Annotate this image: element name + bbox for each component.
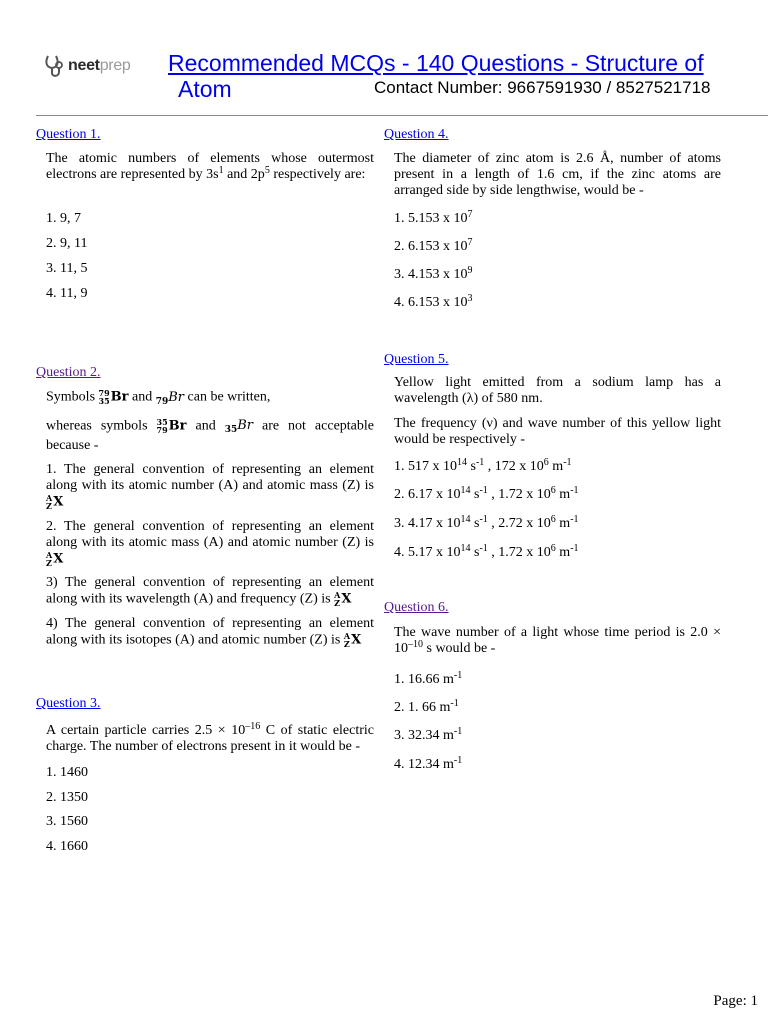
neetprep-logo <box>44 53 131 79</box>
nuclide-symbol: A Z X <box>46 549 64 568</box>
page-number: Page: 1 <box>713 993 758 1009</box>
question-5-link[interactable]: Question 5. <box>384 352 449 367</box>
question-3-option[interactable]: 2. 1350 <box>46 790 88 805</box>
title-line-1[interactable]: Recommended MCQs - 140 Questions - Structure of <box>168 50 704 76</box>
question-6-option[interactable]: 1. 16.66 $m^{-1}$ <box>394 670 463 687</box>
question-6-option[interactable]: 2. 1. 66 $m^{-1}$ <box>394 698 459 715</box>
title-line-2[interactable]: Atom <box>178 76 232 102</box>
question-3-link[interactable]: Question 3. <box>36 696 101 711</box>
question-1-stem: The atomic numbers of elements whose outermost electrons are represented by $3s^1$ and $2p^5$ respectively are: <box>46 151 374 182</box>
question-2-stem-line-2: whereas symbols 35 79 Br and $_{35}$Br are not acceptable because - <box>46 416 374 453</box>
question-4-option[interactable]: 4. 6.153 x $10^3$ <box>394 293 473 310</box>
question-1-option[interactable]: 3. 11, 5 <box>46 261 88 276</box>
question-6-link[interactable]: Question 6. <box>384 600 449 615</box>
question-5-option[interactable]: 3. 4.17 x $10^{14}$ $s^{-1}$ , 2.72 x $10^6$ $m^{-1}$ <box>394 514 579 531</box>
header-divider <box>36 115 768 116</box>
bromine-notation-reversed: 35 79 Br <box>156 416 187 435</box>
question-1-link[interactable]: Question 1. <box>36 127 101 142</box>
question-1-option[interactable]: 4. 11, 9 <box>46 286 88 301</box>
question-2-link[interactable]: Question 2. <box>36 365 101 380</box>
stethoscope-icon <box>44 53 66 79</box>
nuclide-symbol: A Z X <box>334 590 352 608</box>
question-3-stem: A certain particle carries $2.5 \times 10^{-16}$ C of static electric charge. The number of electrons present in it would be - <box>46 721 375 754</box>
question-5-option[interactable]: 4. 5.17 x $10^{14}$ $s^{-1}$ , 1.72 x $10^6$ $m^{-1}$ <box>394 543 579 560</box>
nuclide-symbol: A Z X <box>343 630 362 649</box>
question-3-option[interactable]: 1. 1460 <box>46 765 88 780</box>
question-2-option[interactable]: 4) The general convention of representing an element along with its isotopes (A) and atomic number (Z) is A Z X <box>46 615 374 649</box>
question-2-option[interactable]: 3) The general convention of representing an element along with its wavelength (A) and frequency (Z) is A Z X <box>46 575 374 608</box>
question-5-stem-1: Yellow light emitted from a sodium lamp has a wavelength (λ) of 580 nm. <box>394 375 721 406</box>
question-2-body <box>46 389 374 656</box>
bromine-notation: 79 35 Br <box>98 388 129 406</box>
question-2-stem-line-1: Symbols 79 35 Br and $_{79}$Br can be written, <box>46 389 374 410</box>
question-5-stem-2: The frequency (ν) and wave number of this yellow light would be respectively - <box>394 416 721 447</box>
question-2-option[interactable]: 1. The general convention of representing an element along with its atomic number (A) and atomic mass (Z) is A Z X <box>46 462 374 511</box>
question-6-option[interactable]: 3. 32.34 $m^{-1}$ <box>394 726 463 743</box>
brand-wordmark: neetprep <box>68 57 131 74</box>
bromine-notation-invalid: $_{79}$Br <box>155 389 185 407</box>
question-2-option[interactable]: 2. The general convention of representing an element along with its atomic mass (A) and atomic number (Z) is A Z X <box>46 518 374 568</box>
question-6-stem: The wave number of a light whose time period is $2.0 \times 10^{-10}$ s would be - <box>394 625 721 656</box>
question-4-link[interactable]: Question 4. <box>384 127 449 142</box>
question-4-stem: The diameter of zinc atom is 2.6 Å, number of atoms present in a length of 1.6 cm, if the zinc atoms are arranged side by side lengthwise, would be - <box>394 151 721 198</box>
question-4-option[interactable]: 3. 4.153 x $10^9$ <box>394 265 473 282</box>
question-5-option[interactable]: 1. 517 x $10^{14}$ $s^{-1}$ , 172 x $10^6$ $m^{-1}$ <box>394 457 572 474</box>
question-4-option[interactable]: 1. 5.153 x $10^7$ <box>394 209 473 226</box>
question-3-option[interactable]: 3. 1560 <box>46 814 88 829</box>
question-1-option[interactable]: 1. 9, 7 <box>46 211 81 226</box>
contact-number: Contact Number: 9667591930 / 8527521718 <box>374 78 711 97</box>
question-1-option[interactable]: 2. 9, 11 <box>46 236 88 251</box>
question-3-option[interactable]: 4. 1660 <box>46 839 88 854</box>
question-6-option[interactable]: 4. 12.34 $m^{-1}$ <box>394 755 463 772</box>
question-4-option[interactable]: 2. 6.153 x $10^7$ <box>394 237 473 254</box>
nuclide-symbol: A Z X <box>46 493 64 511</box>
bromine-notation-subscript: $_{35}$Br <box>224 418 253 435</box>
question-5-option[interactable]: 2. 6.17 x $10^{14}$ $s^{-1}$ , 1.72 x $10^6$ $m^{-1}$ <box>394 485 579 502</box>
